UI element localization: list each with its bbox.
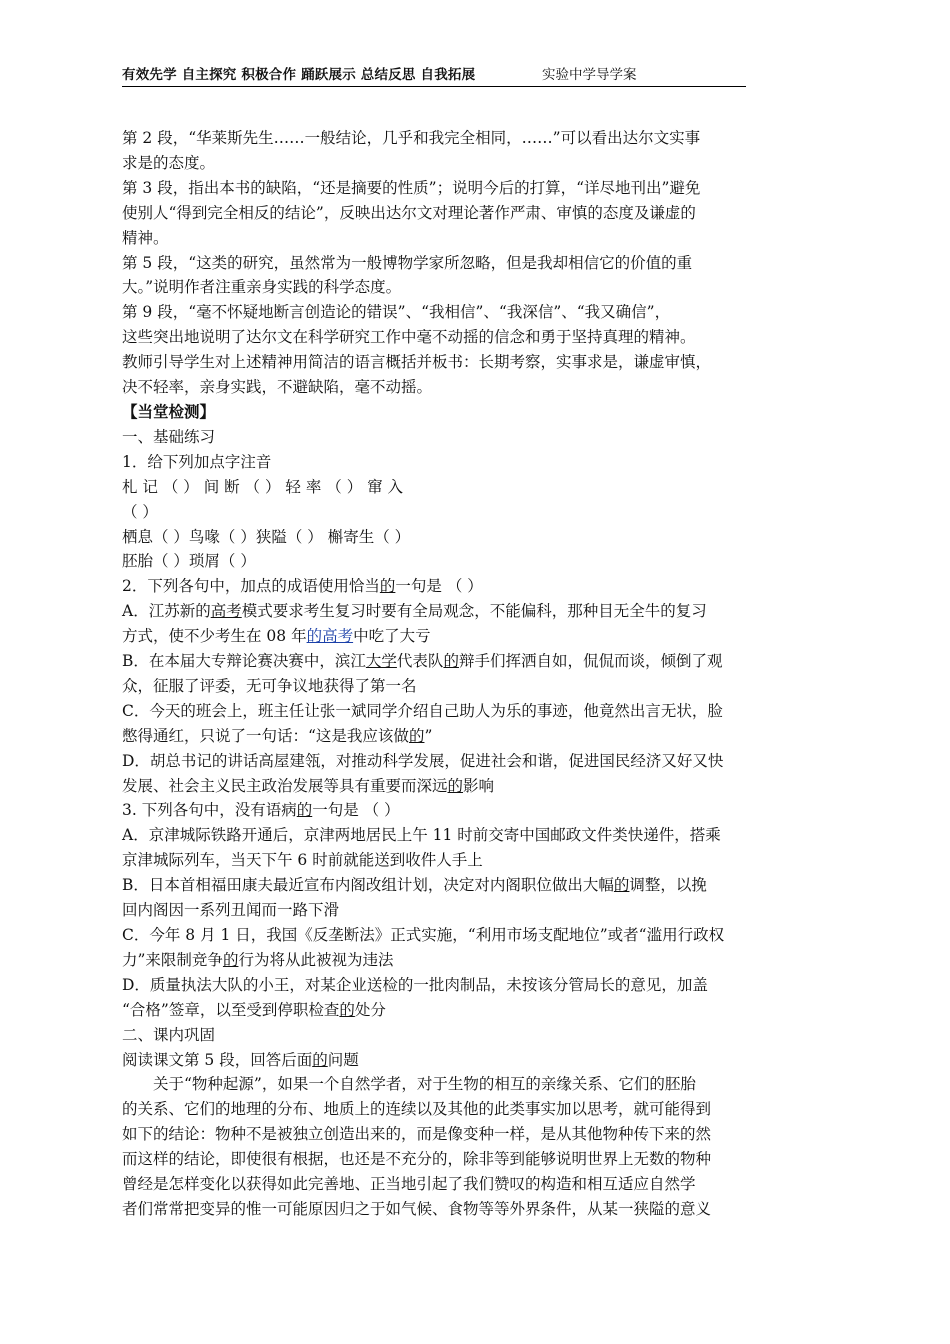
question-1-title: 1．给下列加点字注音 <box>122 452 272 471</box>
paragraph-line: 第 2 段，“华莱斯先生……一般结论，几乎和我完全相同，……”可以看出达尔文实事 <box>122 129 701 147</box>
paragraph-line: 教师引导学生对上述精神用简洁的语言概括并板书：长期考察，实事求是，谦虚审慎， <box>122 353 712 372</box>
text-span: 一句是 （ ） <box>395 577 483 596</box>
underlined-text: 的 <box>447 776 464 795</box>
question-1-row: 札 记 （ ） 间 断 （ ） 轻 率 （ ） 窜 入 <box>122 477 404 496</box>
underlined-text: 的 <box>296 801 313 820</box>
text-span: 2．下列各句中，加点的成语使用恰当 <box>122 577 380 596</box>
reading-passage-line: 如下的结论：物种不是被独立创造出来的，而是像变种一样，是从其他物种传下来的然 <box>122 1125 712 1144</box>
part2-heading: 二、课内巩固 <box>122 1025 216 1044</box>
text-span: 影响 <box>463 776 495 795</box>
question-3-title <box>122 798 748 823</box>
header-school-title: 实验中学导学案 <box>542 67 637 83</box>
text-span: B．日本首相福田康夫最近宣布内阁改组计划，决定对内阁职位做出大幅 <box>122 876 614 895</box>
text-span: 调整，以挽 <box>629 876 707 895</box>
underlined-text: 大学 <box>365 652 397 671</box>
text-span: 方式，使不少考生在 08 年 <box>122 627 307 646</box>
text-span: 憋得通红，只说了一句话：“这是我应该做 <box>122 726 409 745</box>
question-3-option-b-cont: 回内阁因一系列丑闻而一路下滑 <box>122 901 340 920</box>
underlined-text: 的 <box>339 1000 355 1019</box>
text-span: 中吃了大亏 <box>353 627 431 646</box>
text-span: 模式要求考生复习时要有全局观念，不能偏科，那种目无全牛的复习 <box>241 602 707 621</box>
reading-passage-line: 曾经是怎样变化以获得如此完善地、正当地引起了我们赞叹的构造和相互适应自然学 <box>122 1175 696 1194</box>
text-span: 代表队 <box>396 652 444 671</box>
paragraph-line: 大。”说明作者注重亲身实践的科学态度。 <box>122 278 402 297</box>
text-span: 发展、社会主义民主政治发展等具有重要而深远 <box>122 776 448 795</box>
paragraph-line: 决不轻率，亲身实践，不避缺陷，毫不动摇。 <box>122 378 433 397</box>
document-body <box>122 126 748 1222</box>
question-3-option-b <box>122 873 748 898</box>
question-1-row: （ ） <box>122 502 158 521</box>
question-3-option-d: D．质量执法大队的小王，对某企业送检的一批肉制品，未按该分管局长的意见，加盖 <box>122 975 708 994</box>
question-2-option-b <box>122 649 748 674</box>
underlined-text: 的 <box>379 577 396 596</box>
paragraph-line: 使别人“得到完全相反的结论”，反映出达尔文对理论著作严肃、审慎的态度及谦虚的 <box>122 203 696 222</box>
text-span: 行为将从此被视为违法 <box>238 950 394 969</box>
reading-passage-line: 而这样的结论，即使很有根据，也还是不充分的，除非等到能够说明世界上无数的物种 <box>122 1150 712 1169</box>
question-2-option-a <box>122 599 748 624</box>
underlined-text: 的 <box>408 726 425 745</box>
question-2-option-d-cont <box>122 774 748 799</box>
question-2-option-c-cont <box>122 724 748 749</box>
reading-passage-line: 关于“物种起源”，如果一个自然学者，对于生物的相互的亲缘关系、它们的胚胎 <box>153 1075 696 1094</box>
text-span: 一句是 （ ） <box>312 801 400 820</box>
section-heading-check: 【当堂检测】 <box>122 402 216 421</box>
question-3-option-a-cont: 京津城际列车，当天下午 6 时前就能送到收件人手上 <box>122 851 483 870</box>
hyperlink-text[interactable]: 的高考 <box>306 627 354 646</box>
reading-passage-line: 的关系、它们的地理的分布、地质上的连续以及其他的此类事实加以思考，就可能得到 <box>122 1100 712 1119</box>
underlined-text: 的 <box>613 876 630 895</box>
question-2-option-b-cont: 众，征服了评委，无可争议地获得了第一名 <box>122 676 417 695</box>
text-span: 阅读课文第 5 段，回答后面 <box>122 1050 313 1069</box>
text-span: 3. 下列各句中，没有语病 <box>122 801 297 820</box>
paragraph-line: 求是的态度。 <box>122 153 216 172</box>
question-3-option-c: C．今年 8 月 1 日，我国《反垄断法》正式实施，“利用市场支配地位”或者“滥用行政权 <box>122 926 725 944</box>
paragraph-line: 第 5 段，“这类的研究，虽然常为一般博物学家所忽略，但是我却相信它的价值的重 <box>122 253 693 272</box>
question-2-option-a-cont <box>122 624 748 649</box>
header-slogan: 有效先学 自主探究 积极合作 踊跃展示 总结反思 自我拓展 <box>122 67 476 83</box>
reading-passage-line: 者们常常把变异的惟一可能原因归之于如气候、食物等等外界条件，从某一狭隘的意义 <box>122 1199 712 1218</box>
reading-instruction <box>122 1048 748 1073</box>
part1-heading: 一、基础练习 <box>122 427 216 446</box>
text-span: ” <box>424 726 433 745</box>
underlined-text: 的 <box>312 1050 328 1069</box>
question-3-option-d-cont <box>122 998 748 1023</box>
text-span: 辩手们挥洒自如，侃侃而谈，倾倒了观 <box>458 652 723 671</box>
question-1-row: 栖息（ ）鸟喙（ ）狭隘（ ） 槲寄生（ ） <box>122 527 411 546</box>
paragraph-line: 这些突出地说明了达尔文在科学研究工作中毫不动摇的信念和勇于坚持真理的精神。 <box>122 328 696 347</box>
text-span: 力”来限制竞争 <box>122 950 223 969</box>
paragraph-line: 精神。 <box>122 228 169 247</box>
underlined-text: 高考 <box>210 602 242 621</box>
text-span: B．在本届大专辩论赛决赛中，滨江 <box>122 652 366 671</box>
paragraph-line: 第 9 段，“毫不怀疑地断言创造论的错误”、“我相信”、“我深信”、“我又确信”， <box>122 303 671 322</box>
text-span: A．江苏新的 <box>122 602 211 621</box>
question-3-option-c-cont <box>122 948 748 973</box>
question-2-title <box>122 574 748 599</box>
question-1-row: 胚胎（ ）琐屑（ ） <box>122 552 256 571</box>
text-span: 问题 <box>327 1050 359 1069</box>
page-header <box>122 66 746 87</box>
text-span: “合格”签章，以至受到停职检查 <box>122 1000 340 1019</box>
text-span: 处分 <box>354 1000 386 1019</box>
question-2-option-d: D．胡总书记的讲话高屋建瓴，对推动科学发展，促进社会和谐，促进国民经济又好又快 <box>122 751 724 770</box>
question-3-option-a: A．京津城际铁路开通后，京津两地居民上午 11 时前交寄中国邮政文件类快递件，搭乘 <box>122 826 721 845</box>
paragraph-line: 第 3 段，指出本书的缺陷，“还是摘要的性质”；说明今后的打算，“详尽地刊出”避免 <box>122 178 701 197</box>
underlined-text: 的 <box>222 950 239 969</box>
question-2-option-c: C．今天的班会上，班主任让张一斌同学介绍自己助人为乐的事迹，他竟然出言无状，脸 <box>122 701 723 720</box>
underlined-text: 的 <box>443 652 459 671</box>
